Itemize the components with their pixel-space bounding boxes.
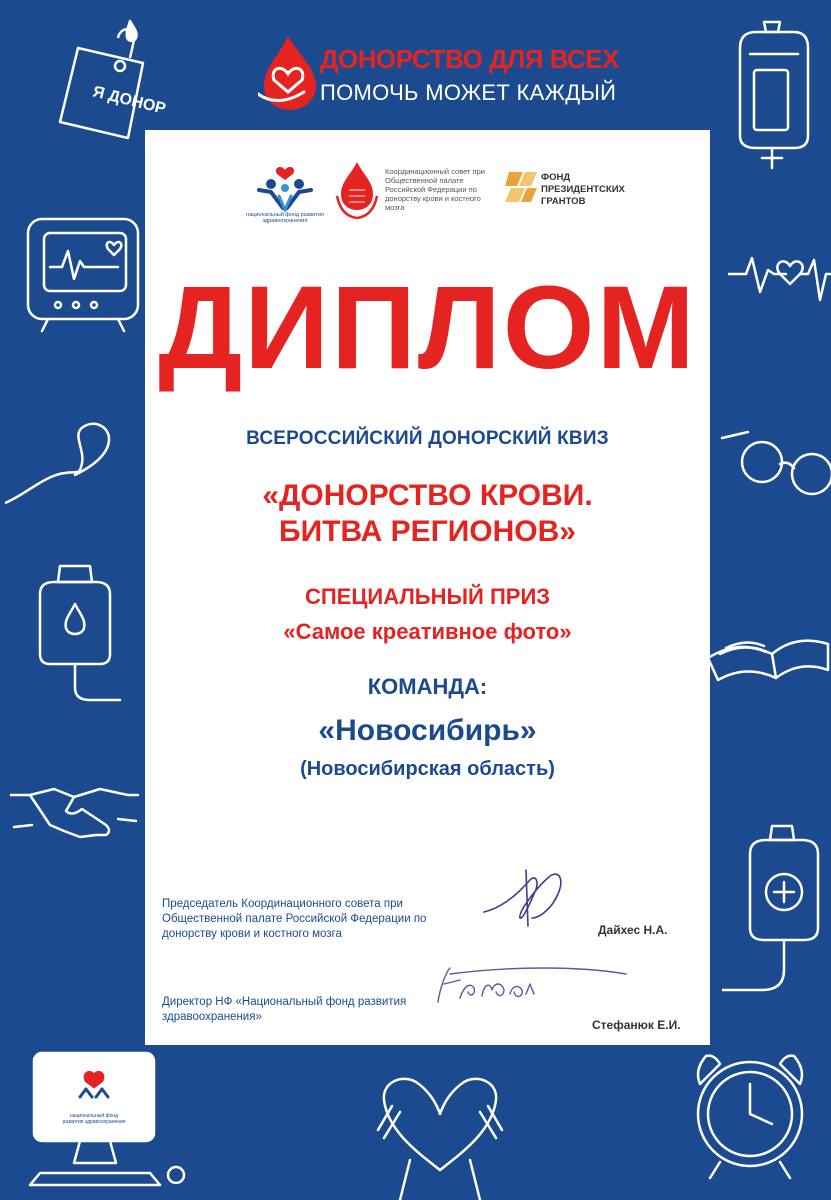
heart-hands-icon	[370, 1060, 510, 1200]
laptop-caption: национальный фонд развития здравоохранения	[62, 1113, 126, 1125]
chair-position: Председатель Координационного совета при Общественной палате Российской Федерации по донорству крови и костного мозга	[162, 898, 427, 940]
director-name: Стефанюк Е.И.	[592, 1018, 681, 1032]
council-logo	[333, 160, 483, 226]
council-drop-icon	[333, 160, 381, 220]
blood-drop-logo-icon	[258, 32, 320, 112]
team-label: КОМАНДА:	[367, 674, 488, 699]
national-fund-caption: национальный фонд развития здравоохранения	[246, 212, 324, 224]
brand-header	[258, 32, 619, 112]
grants-mark-icon	[503, 168, 539, 206]
national-fund-logo	[245, 160, 325, 226]
partner-logos	[145, 160, 710, 230]
council-text: Координационный совет при Общественной палате Российской Федерации по донорству крови и костного мозга	[385, 167, 485, 212]
quiz-title-line2: БИТВА РЕГИОНОВ»	[279, 515, 576, 548]
team-name: «Новосибирь»	[318, 714, 537, 747]
glasses-icon	[718, 420, 831, 505]
alarm-clock-icon	[680, 1028, 820, 1188]
book-icon	[700, 598, 831, 690]
heartbeat-icon	[728, 240, 831, 320]
donor-tag-icon	[48, 18, 168, 143]
iv-bag-icon	[722, 820, 831, 1000]
grants-text: ФОНД ПРЕЗИДЕНТСКИХ ГРАНТОВ	[541, 172, 625, 207]
chair-name: Дайхес Н.А.	[598, 923, 668, 937]
heart-line-icon	[5, 415, 120, 515]
quiz-title-line1: «ДОНОРСТВО КРОВИ.	[262, 479, 593, 512]
director-signature	[430, 962, 630, 1007]
prize-name: «Самое креативное фото»	[283, 619, 572, 644]
presidential-grants-logo	[503, 166, 623, 216]
prize-label: СПЕЦИАЛЬНЫЙ ПРИЗ	[304, 584, 551, 609]
team-region: (Новосибирская область)	[300, 758, 555, 780]
quiz-name: ВСЕРОССИЙСКИЙ ДОНОРСКИЙ КВИЗ	[246, 428, 609, 449]
brand-subtitle: ПОМОЧЬ МОЖЕТ КАЖДЫЙ	[320, 80, 617, 105]
quiz-title	[145, 478, 710, 550]
chair-signature	[480, 868, 580, 928]
heart-monitor-icon	[18, 205, 143, 335]
handshake-icon	[10, 775, 140, 855]
drip-bag-icon	[30, 560, 130, 710]
donor-tag-text: Я ДОНОР	[91, 83, 168, 118]
diploma-heading: ДИПЛОМ	[158, 262, 697, 394]
computer-icon	[20, 1045, 195, 1190]
brand-title: ДОНОРСТВО ДЛЯ ВСЕХ	[320, 44, 619, 74]
director-position: Директор НФ «Национальный фонд развития здравоохранения»	[162, 996, 407, 1023]
blood-bag-icon	[728, 18, 818, 178]
diploma-sheet	[145, 130, 710, 1045]
